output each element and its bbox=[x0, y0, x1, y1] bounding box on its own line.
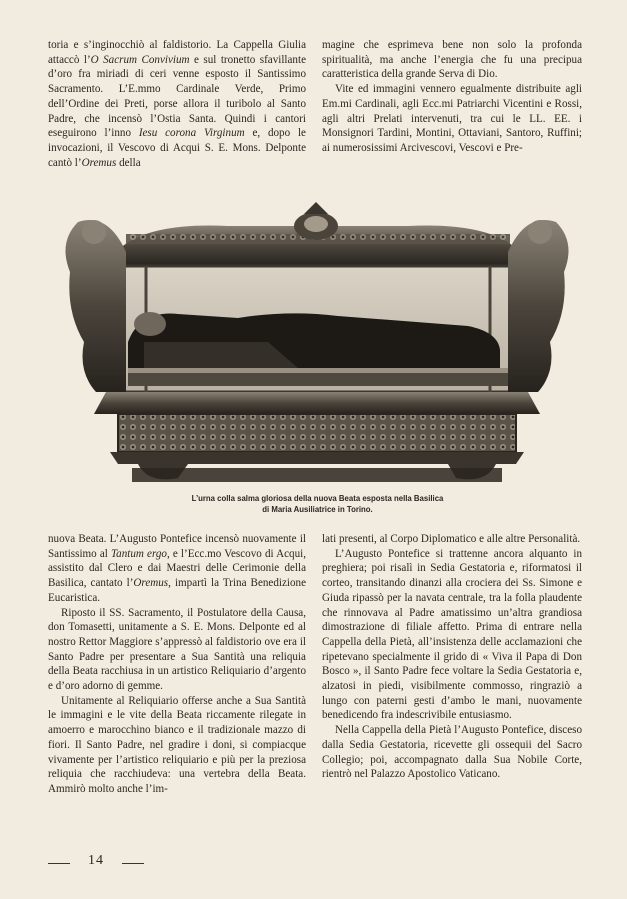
italic-title: Iesu corona Virginum bbox=[138, 127, 245, 140]
page-number: 14 bbox=[88, 853, 104, 868]
paragraph: L’Augusto Pontefice si trattenne ancora alquanto in preghiera; poi risalì in Sedia Gestatoria e, riformatosi il corteo, transitando dinanzi alla crociera dei Ss. Simone e Giuda ripassò per la navata centrale, tra la folla plaudente che rinnovava al Padre amatissimo un’altra grandiosa dimostrazione di filiale affetto. Prima di entrare nella Cappella della Pietà, all’insistenza delle acclamazioni che ripetevano specialmente il grido di « Viva il Papa di Don Bosco », il Santo Padre fece voltare la Sedia Gestatoria e, alzatosi in piedi, visibilmente commosso, ringraziò a lungo con paterni gesti d’ambo le mani, nuovamente benedicendo fra indescrivibile entusiasmo. bbox=[322, 547, 582, 722]
paragraph: Nella Cappella della Pietà l’Augusto Pontefice, disceso dalla Sedia Gestatoria, ricevette gli ossequii del Sacro Collegio; poi, accompagnato dalla Sua Nobile Corte, rientrò nel Palazzo Apostolico Vaticano. bbox=[322, 724, 582, 781]
text-run: toria e s’inginocchiò al faldistorio. La Cappella Giulia attaccò l’ bbox=[48, 39, 306, 66]
footer-rule bbox=[48, 863, 70, 864]
paragraph: lati presenti, al Corpo Diplomatico e alle altre Personalità. bbox=[322, 533, 581, 545]
paragraph: magine che esprimeva bene non solo la profonda spiritualità, ma anche l’energia che fu una precipua caratteristica della grande Serva di Dio. bbox=[322, 39, 582, 81]
text-column-top-left bbox=[48, 38, 306, 170]
reliquary-illustration bbox=[48, 192, 586, 492]
text-run: della bbox=[116, 156, 141, 169]
caption-line: di Maria Ausiliatrice in Torino. bbox=[262, 504, 373, 514]
caption-line: L’urna colla salma gloriosa della nuova Beata esposta nella Basilica bbox=[191, 494, 444, 503]
page-footer bbox=[48, 853, 168, 873]
text-column-top-right bbox=[322, 38, 582, 156]
paragraph: Unitamente al Reliquiario offerse anche a Sua Santità le immagini e le vite della Beata riccamente rilegate in amoerro e marocchino bianco e il tradizionale mazzo di fiori. Il Santo Padre, nel gradire i doni, si compiacque vivamente per l’artistico reliquiario e più per la preziosa reliquia che racchiudeva: una vertebra della Beata. Ammirò molto anche l’im- bbox=[48, 694, 306, 795]
italic-title: Oremus bbox=[133, 577, 169, 590]
ornamental-band bbox=[118, 414, 516, 452]
italic-title: Tantum ergo bbox=[111, 547, 167, 560]
text-column-bottom-left bbox=[48, 532, 306, 797]
reliquary-base bbox=[94, 392, 540, 414]
paragraph: Vite ed immagini vennero egualmente distribuite agli Em.mi Cardinali, agli Ecc.mi Patriarchi Vicentini e Rossi, agli altri Prelati intervenuti, tra cui le LL. EE. i Monsignori Tardini, Montini, Ottaviani, Santoro, Ruffini; ai numerosissimi Arcivescovi, Vescovi e Pre- bbox=[322, 83, 582, 154]
text-column-bottom-right bbox=[322, 532, 582, 782]
text-run: e, dopo le invocazioni, il Vescovo di Acqui S. E. Mons. Delponte cantò l’ bbox=[48, 127, 306, 169]
text-run: nuova Beata. L’Augusto Pontefice incensò nuovamente il Santissimo al bbox=[48, 533, 306, 560]
paragraph: Riposto il SS. Sacramento, il Postulatore della Causa, don Tomasetti, unitamente a S. E. Mons. Delponte ed al nostro Rettor Maggiore s’appressò al faldistorio ove era il Santo Padre per presentare a Sua Santità una reliquia della Beata racchiusa in un artistico Reliquiario d’argento e d’oro adorno di gemme. bbox=[48, 606, 306, 693]
footer-rule bbox=[122, 863, 144, 864]
paragraph bbox=[48, 38, 306, 170]
paragraph bbox=[48, 532, 306, 606]
text-run: e sul tronetto sfavillante d’oro fra miriadi di ceri venne esposto il Santissimo Sacramento. L’E.mmo Cardinale Verde, Primo dell’Ordine dei Preti, porse allora il turibolo al Santo Padre, che incensò l’Ostia Santa. Quindi i cantori eseguirono l’inno bbox=[48, 53, 306, 140]
text-run: , impartì la Trina Benedizione Eucaristica. bbox=[48, 577, 306, 604]
italic-title: Oremus bbox=[81, 156, 117, 169]
italic-title: O Sacrum Convivium bbox=[90, 53, 190, 66]
text-run: , e l’Ecc.mo Vescovo di Acqui, assistito dal Clero e dai Maestri delle Cerimonie della Basilica, cantato l’ bbox=[48, 547, 306, 590]
photo-caption bbox=[60, 494, 575, 515]
reliquary-photo bbox=[48, 192, 586, 492]
